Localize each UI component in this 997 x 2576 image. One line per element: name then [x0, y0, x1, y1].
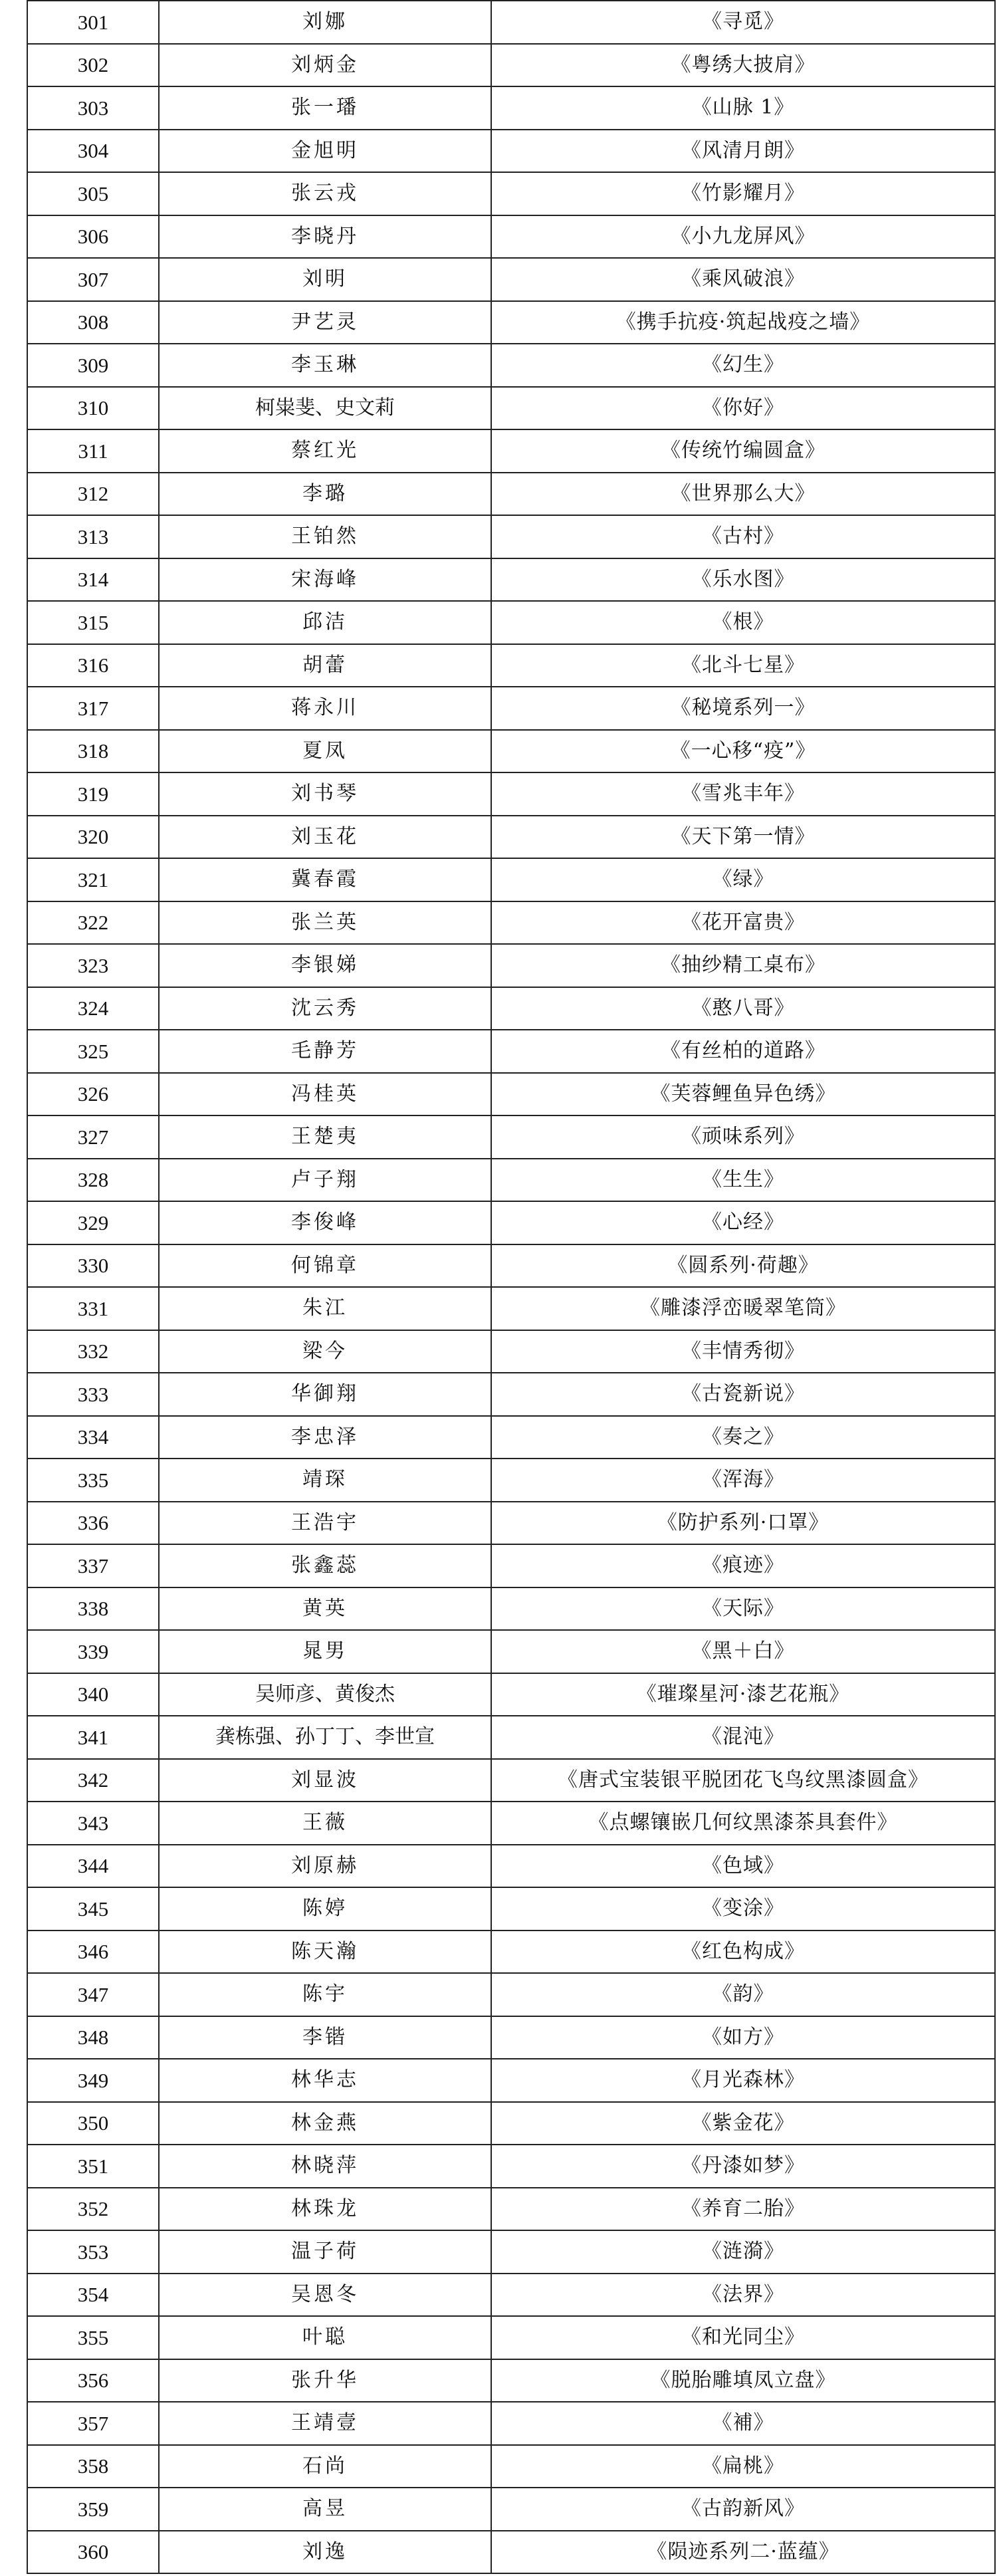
entry-number-cell: 306 — [27, 215, 159, 259]
author-cell: 林珠龙 — [159, 2188, 491, 2231]
author-cell: 尹艺灵 — [159, 301, 491, 344]
author-cell: 张兰英 — [159, 901, 491, 945]
author-cell: 沈云秀 — [159, 987, 491, 1030]
work-title-cell: 《寻觅》 — [491, 1, 995, 44]
table-row — [27, 1115, 995, 1159]
table-row — [27, 1159, 995, 1202]
table-row — [27, 2102, 995, 2145]
table-row — [27, 172, 995, 215]
work-title-cell: 《有丝柏的道路》 — [491, 1030, 995, 1073]
work-title-cell: 《携手抗疫·筑起战疫之墙》 — [491, 301, 995, 344]
work-title-cell: 《传统竹编圆盒》 — [491, 429, 995, 473]
author-cell: 林金燕 — [159, 2102, 491, 2145]
author-cell: 朱江 — [159, 1287, 491, 1330]
author-cell: 刘明 — [159, 258, 491, 301]
entry-number-cell: 329 — [27, 1201, 159, 1244]
work-title-cell: 《幻生》 — [491, 344, 995, 387]
entry-number-cell: 350 — [27, 2102, 159, 2145]
author-cell: 李忠泽 — [159, 1416, 491, 1459]
author-cell: 张鑫蕊 — [159, 1544, 491, 1587]
table-row — [27, 858, 995, 901]
author-cell: 何锦章 — [159, 1244, 491, 1288]
author-cell: 蒋永川 — [159, 687, 491, 730]
work-title-cell: 《法界》 — [491, 2274, 995, 2317]
table-row — [27, 1673, 995, 1716]
table-row — [27, 1073, 995, 1116]
author-cell: 冯桂英 — [159, 1073, 491, 1116]
table-row — [27, 1244, 995, 1288]
entry-number-cell: 355 — [27, 2316, 159, 2359]
author-cell: 刘原赫 — [159, 1845, 491, 1888]
entry-number-cell: 330 — [27, 1244, 159, 1288]
author-cell: 林华志 — [159, 2059, 491, 2102]
work-title-cell: 《扁桃》 — [491, 2445, 995, 2488]
table-row — [27, 1, 995, 44]
author-cell: 卢子翔 — [159, 1159, 491, 1202]
author-cell: 陈宇 — [159, 1973, 491, 2016]
entry-number-cell: 346 — [27, 1931, 159, 1974]
entry-number-cell: 356 — [27, 2359, 159, 2402]
work-title-cell: 《养育二胎》 — [491, 2188, 995, 2231]
author-cell: 李璐 — [159, 473, 491, 516]
entry-number-cell: 328 — [27, 1159, 159, 1202]
work-title-cell: 《黑＋白》 — [491, 1630, 995, 1673]
work-title-cell: 《小九龙屏风》 — [491, 215, 995, 259]
author-cell: 高昱 — [159, 2488, 491, 2531]
work-title-cell: 《雕漆浮峦暖翠笔筒》 — [491, 1287, 995, 1330]
table-row — [27, 2230, 995, 2274]
table-row — [27, 2445, 995, 2488]
work-title-cell: 《粤绣大披肩》 — [491, 44, 995, 87]
work-title-cell: 《绿》 — [491, 858, 995, 901]
entry-number-cell: 321 — [27, 858, 159, 901]
work-title-cell: 《如方》 — [491, 2016, 995, 2059]
work-title-cell: 《你好》 — [491, 387, 995, 430]
author-cell: 张一璠 — [159, 86, 491, 130]
table-row — [27, 2059, 995, 2102]
author-cell: 龚栋强、孙丁丁、李世宣 — [159, 1716, 491, 1759]
table-row — [27, 1373, 995, 1416]
work-title-cell: 《天下第一情》 — [491, 816, 995, 859]
author-cell: 刘逸 — [159, 2531, 491, 2574]
entry-number-cell: 325 — [27, 1030, 159, 1073]
entry-number-cell: 338 — [27, 1587, 159, 1631]
work-title-cell: 《丹漆如梦》 — [491, 2145, 995, 2188]
entry-number-cell: 314 — [27, 558, 159, 602]
work-title-cell: 《乐水图》 — [491, 558, 995, 602]
entry-number-cell: 303 — [27, 86, 159, 130]
work-title-cell: 《補》 — [491, 2402, 995, 2445]
table-row — [27, 1330, 995, 1373]
table-row — [27, 558, 995, 602]
entry-number-cell: 319 — [27, 772, 159, 816]
entry-number-cell: 333 — [27, 1373, 159, 1416]
entry-number-cell: 358 — [27, 2445, 159, 2488]
entry-number-cell: 342 — [27, 1759, 159, 1802]
author-cell: 夏凤 — [159, 730, 491, 773]
author-cell: 刘娜 — [159, 1, 491, 44]
table-row — [27, 1630, 995, 1673]
table-row — [27, 1759, 995, 1802]
table-row — [27, 987, 995, 1030]
table-row — [27, 215, 995, 259]
author-cell: 李玉琳 — [159, 344, 491, 387]
work-title-cell: 《圆系列·荷趣》 — [491, 1244, 995, 1288]
entry-number-cell: 317 — [27, 687, 159, 730]
work-title-cell: 《秘境系列一》 — [491, 687, 995, 730]
entry-number-cell: 347 — [27, 1973, 159, 2016]
table-row — [27, 44, 995, 87]
table-row — [27, 644, 995, 687]
entry-number-cell: 337 — [27, 1544, 159, 1587]
entry-number-cell: 327 — [27, 1115, 159, 1159]
entry-number-cell: 326 — [27, 1073, 159, 1116]
work-title-cell: 《雪兆丰年》 — [491, 772, 995, 816]
author-cell: 李晓丹 — [159, 215, 491, 259]
work-title-cell: 《北斗七星》 — [491, 644, 995, 687]
work-title-cell: 《璀璨星河·漆艺花瓶》 — [491, 1673, 995, 1716]
table-row — [27, 1287, 995, 1330]
table-row — [27, 1716, 995, 1759]
entry-number-cell: 348 — [27, 2016, 159, 2059]
entry-number-cell: 336 — [27, 1502, 159, 1545]
table-row — [27, 2188, 995, 2231]
table-row — [27, 944, 995, 987]
entry-number-cell: 311 — [27, 429, 159, 473]
table-row — [27, 1544, 995, 1587]
author-cell: 温子荷 — [159, 2230, 491, 2274]
work-title-cell: 《丰情秀彻》 — [491, 1330, 995, 1373]
table-row — [27, 1030, 995, 1073]
author-cell: 张云戎 — [159, 172, 491, 215]
entry-number-cell: 307 — [27, 258, 159, 301]
table-row — [27, 86, 995, 130]
table-row — [27, 2016, 995, 2059]
table-row — [27, 1802, 995, 1845]
entry-number-cell: 318 — [27, 730, 159, 773]
entries-table — [27, 0, 996, 2574]
table-row — [27, 1931, 995, 1974]
work-title-cell: 《脱胎雕填凤立盘》 — [491, 2359, 995, 2402]
table-row — [27, 1887, 995, 1931]
entries-table-body — [27, 1, 995, 2573]
table-row — [27, 1459, 995, 1502]
table-row — [27, 1502, 995, 1545]
table-row — [27, 1416, 995, 1459]
author-cell: 靖琛 — [159, 1459, 491, 1502]
table-row — [27, 2359, 995, 2402]
entry-number-cell: 340 — [27, 1673, 159, 1716]
entry-number-cell: 322 — [27, 901, 159, 945]
author-cell: 陈天瀚 — [159, 1931, 491, 1974]
author-cell: 蔡红光 — [159, 429, 491, 473]
work-title-cell: 《竹影耀月》 — [491, 172, 995, 215]
table-row — [27, 258, 995, 301]
entry-number-cell: 301 — [27, 1, 159, 44]
author-cell: 刘显波 — [159, 1759, 491, 1802]
table-row — [27, 2274, 995, 2317]
entry-number-cell: 349 — [27, 2059, 159, 2102]
entry-number-cell: 309 — [27, 344, 159, 387]
author-cell: 胡蕾 — [159, 644, 491, 687]
table-row — [27, 1201, 995, 1244]
author-cell: 刘玉花 — [159, 816, 491, 859]
table-row — [27, 2316, 995, 2359]
work-title-cell: 《花开富贵》 — [491, 901, 995, 945]
author-cell: 张升华 — [159, 2359, 491, 2402]
work-title-cell: 《心经》 — [491, 1201, 995, 1244]
work-title-cell: 《混沌》 — [491, 1716, 995, 1759]
work-title-cell: 《紫金花》 — [491, 2102, 995, 2145]
entry-number-cell: 304 — [27, 130, 159, 173]
work-title-cell: 《古韵新风》 — [491, 2488, 995, 2531]
entry-number-cell: 315 — [27, 601, 159, 644]
work-title-cell: 《抽纱精工桌布》 — [491, 944, 995, 987]
work-title-cell: 《古村》 — [491, 515, 995, 558]
entry-number-cell: 354 — [27, 2274, 159, 2317]
author-cell: 林晓萍 — [159, 2145, 491, 2188]
author-cell: 华御翔 — [159, 1373, 491, 1416]
table-row — [27, 387, 995, 430]
table-row — [27, 344, 995, 387]
author-cell: 王薇 — [159, 1802, 491, 1845]
table-row — [27, 2488, 995, 2531]
entry-number-cell: 335 — [27, 1459, 159, 1502]
table-row — [27, 1973, 995, 2016]
table-row — [27, 429, 995, 473]
author-cell: 刘书琴 — [159, 772, 491, 816]
table-row — [27, 2402, 995, 2445]
author-cell: 金旭明 — [159, 130, 491, 173]
entry-number-cell: 332 — [27, 1330, 159, 1373]
work-title-cell: 《点螺镶嵌几何纹黑漆茶具套件》 — [491, 1802, 995, 1845]
entry-number-cell: 310 — [27, 387, 159, 430]
author-cell: 李锴 — [159, 2016, 491, 2059]
entry-number-cell: 343 — [27, 1802, 159, 1845]
author-cell: 宋海峰 — [159, 558, 491, 602]
work-title-cell: 《世界那么大》 — [491, 473, 995, 516]
entry-number-cell: 357 — [27, 2402, 159, 2445]
table-row — [27, 601, 995, 644]
author-cell: 刘炳金 — [159, 44, 491, 87]
entry-number-cell: 305 — [27, 172, 159, 215]
author-cell: 李银娣 — [159, 944, 491, 987]
entry-number-cell: 312 — [27, 473, 159, 516]
author-cell: 吴恩冬 — [159, 2274, 491, 2317]
author-cell: 邱洁 — [159, 601, 491, 644]
work-title-cell: 《红色构成》 — [491, 1931, 995, 1974]
table-row — [27, 130, 995, 173]
entry-number-cell: 360 — [27, 2531, 159, 2574]
author-cell: 李俊峰 — [159, 1201, 491, 1244]
work-title-cell: 《涟漪》 — [491, 2230, 995, 2274]
author-cell: 石尚 — [159, 2445, 491, 2488]
author-cell: 王靖壹 — [159, 2402, 491, 2445]
table-row — [27, 301, 995, 344]
table-row — [27, 687, 995, 730]
work-title-cell: 《色域》 — [491, 1845, 995, 1888]
table-row — [27, 1845, 995, 1888]
author-cell: 冀春霞 — [159, 858, 491, 901]
entry-number-cell: 331 — [27, 1287, 159, 1330]
entry-number-cell: 351 — [27, 2145, 159, 2188]
entry-number-cell: 344 — [27, 1845, 159, 1888]
entry-number-cell: 352 — [27, 2188, 159, 2231]
work-title-cell: 《风清月朗》 — [491, 130, 995, 173]
work-title-cell: 《唐式宝装银平脱团花飞鸟纹黑漆圆盒》 — [491, 1759, 995, 1802]
table-row — [27, 473, 995, 516]
author-cell: 毛静芳 — [159, 1030, 491, 1073]
work-title-cell: 《陨迹系列二·蓝蕴》 — [491, 2531, 995, 2574]
author-cell: 黄英 — [159, 1587, 491, 1631]
table-row — [27, 816, 995, 859]
entry-number-cell: 316 — [27, 644, 159, 687]
work-title-cell: 《顽味系列》 — [491, 1115, 995, 1159]
table-row — [27, 772, 995, 816]
author-cell: 叶聪 — [159, 2316, 491, 2359]
table-row — [27, 2531, 995, 2574]
table-row — [27, 730, 995, 773]
entry-number-cell: 341 — [27, 1716, 159, 1759]
work-title-cell: 《芙蓉鲤鱼异色绣》 — [491, 1073, 995, 1116]
work-title-cell: 《变涂》 — [491, 1887, 995, 1931]
work-title-cell: 《生生》 — [491, 1159, 995, 1202]
work-title-cell: 《一心移“疫”》 — [491, 730, 995, 773]
work-title-cell: 《月光森林》 — [491, 2059, 995, 2102]
entry-number-cell: 302 — [27, 44, 159, 87]
work-title-cell: 《古瓷新说》 — [491, 1373, 995, 1416]
author-cell: 王楚夷 — [159, 1115, 491, 1159]
entry-number-cell: 334 — [27, 1416, 159, 1459]
table-row — [27, 2145, 995, 2188]
entry-number-cell: 359 — [27, 2488, 159, 2531]
work-title-cell: 《和光同尘》 — [491, 2316, 995, 2359]
entry-number-cell: 320 — [27, 816, 159, 859]
table-row — [27, 515, 995, 558]
work-title-cell: 《天际》 — [491, 1587, 995, 1631]
author-cell: 吴师彦、黄俊杰 — [159, 1673, 491, 1716]
author-cell: 梁今 — [159, 1330, 491, 1373]
entry-number-cell: 353 — [27, 2230, 159, 2274]
entry-number-cell: 308 — [27, 301, 159, 344]
author-cell: 柯粜斐、史文莉 — [159, 387, 491, 430]
table-row — [27, 1587, 995, 1631]
work-title-cell: 《乘风破浪》 — [491, 258, 995, 301]
work-title-cell: 《根》 — [491, 601, 995, 644]
work-title-cell: 《奏之》 — [491, 1416, 995, 1459]
author-cell: 晁男 — [159, 1630, 491, 1673]
author-cell: 王铂然 — [159, 515, 491, 558]
work-title-cell: 《山脉 1》 — [491, 86, 995, 130]
entry-number-cell: 323 — [27, 944, 159, 987]
entry-number-cell: 345 — [27, 1887, 159, 1931]
work-title-cell: 《浑海》 — [491, 1459, 995, 1502]
work-title-cell: 《憨八哥》 — [491, 987, 995, 1030]
work-title-cell: 《痕迹》 — [491, 1544, 995, 1587]
work-title-cell: 《防护系列·口罩》 — [491, 1502, 995, 1545]
entry-number-cell: 313 — [27, 515, 159, 558]
author-cell: 陈婷 — [159, 1887, 491, 1931]
entry-number-cell: 339 — [27, 1630, 159, 1673]
entry-number-cell: 324 — [27, 987, 159, 1030]
work-title-cell: 《韵》 — [491, 1973, 995, 2016]
author-cell: 王浩宇 — [159, 1502, 491, 1545]
table-row — [27, 901, 995, 945]
